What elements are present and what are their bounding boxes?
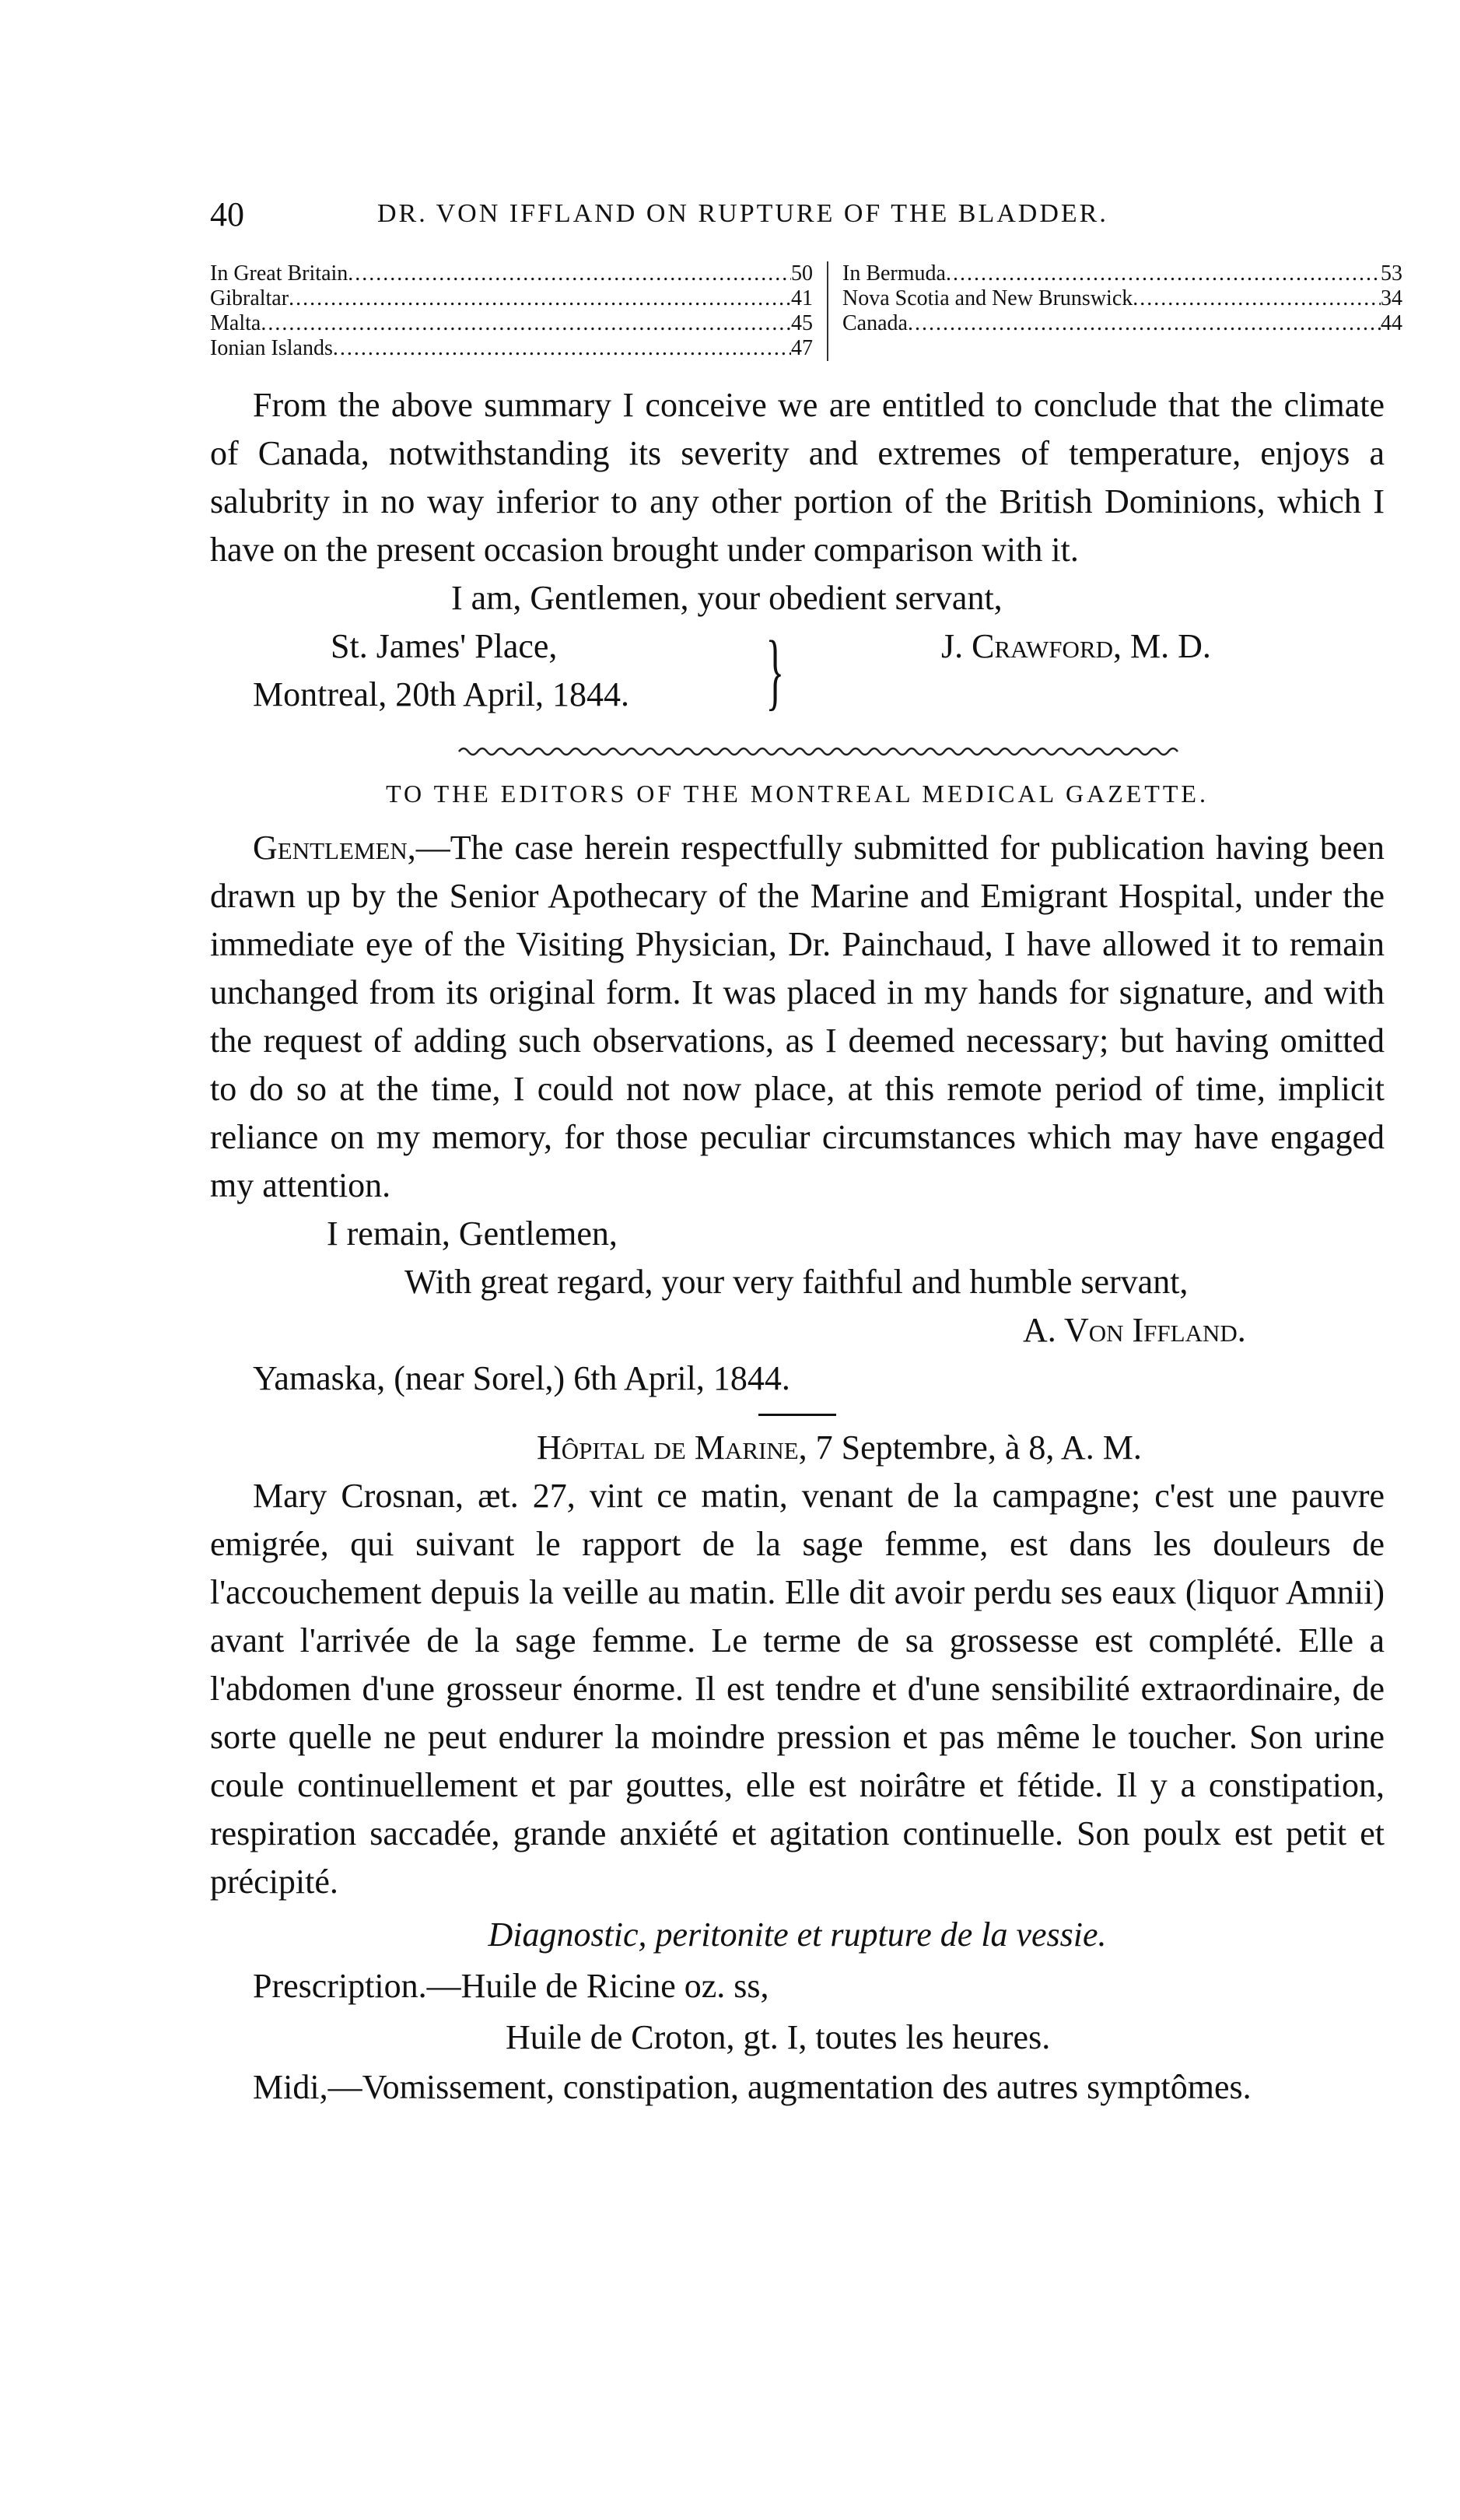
brace-glyph: } (765, 623, 785, 718)
letter1-signer: J. Crawford, M. D. (941, 627, 1211, 665)
table-row (210, 286, 813, 311)
row-value: 34 (1381, 286, 1402, 310)
table-row (210, 261, 813, 286)
table-row (210, 336, 813, 361)
row-label: In Great Britain (210, 261, 348, 286)
leader-dots (261, 311, 791, 336)
letter2-regard: With great regard, your very faithful and humble servant, (404, 1263, 1189, 1301)
letter2-paragraph (210, 824, 1385, 1210)
letter1-signature-block (210, 622, 1385, 719)
leader-dots (348, 261, 791, 286)
address-line-2: Montreal, 20th April, 1844. (253, 675, 629, 713)
letter2-heading: TO THE EDITORS OF THE MONTREAL MEDICAL GAZETTE. (386, 780, 1209, 808)
prescription-line-1: Prescription.—Huile de Ricine oz. ss, (253, 1967, 769, 2005)
letter2-signer: A. Von Iffland. (1023, 1311, 1246, 1349)
leader-dots (1133, 286, 1381, 311)
row-value: 41 (791, 286, 813, 310)
letter1-closing: I am, Gentlemen, your obedient servant, (451, 579, 1003, 617)
running-title: DR. VON IFFLAND ON RUPTURE OF THE BLADDER. (377, 199, 1108, 228)
table-row (842, 286, 1402, 311)
row-value: 50 (791, 261, 813, 286)
table-left-column (210, 261, 828, 361)
letter1-paragraph: From the above summary I conceive we are entitled to conclude that the climate of Canada, notwithstanding its severity and extremes of temperature, enjoys a salubrity in no way inferior to any other portion of the British Dominions, which I have on the present occasion brought under comparison with it. (210, 386, 1385, 569)
leader-dots (908, 311, 1381, 336)
case-heading (537, 1424, 1385, 1472)
page-number: 40 (210, 195, 244, 233)
prescription-line-2: Huile de Croton, gt. I, toutes les heures. (506, 2018, 1051, 2056)
letter2-place-date: Yamaska, (near Sorel,) 6th April, 1844. (253, 1359, 790, 1397)
table-row (842, 311, 1402, 336)
page-header (210, 187, 1385, 249)
table-row (210, 311, 813, 336)
page (210, 187, 1402, 2112)
leader-dots (333, 336, 791, 361)
letter2-body: —The case herein respectfully submitted for publication having been drawn up by the Senior Apothecary of the Marine and Emigrant Hospital, under the immediate eye of the Visiting Physician, Dr. Painchaud, I have allowed it to remain unchanged from its original form. It was placed in my hands for signature, and with the request of adding such observations, as I deemed necessary; but having omitted to do so at the time, I could not now place, at this remote period of time, implicit reliance on my memory, for those peculiar circumstances which may have engaged my attention. (210, 829, 1385, 1204)
row-label: Ionian Islands (210, 336, 333, 360)
row-label: In Bermuda (842, 261, 946, 286)
letter2-remain: I remain, Gentlemen, (327, 1214, 618, 1253)
row-label: Canada (842, 311, 908, 335)
letter2-greeting: Gentlemen, (253, 829, 416, 867)
wavy-divider (210, 734, 1385, 766)
diagnostic-line: Diagnostic, peritonite et rupture de la vessie. (488, 1915, 1107, 1954)
row-value: 47 (791, 336, 813, 360)
address-line-1: St. James' Place, (331, 627, 558, 665)
short-rule (758, 1414, 836, 1416)
row-value: 53 (1381, 261, 1402, 286)
row-label: Gibraltar (210, 286, 289, 310)
leader-dots (946, 261, 1381, 286)
row-value: 45 (791, 311, 813, 335)
table-row (842, 261, 1402, 286)
row-label: Nova Scotia and New Brunswick (842, 286, 1133, 310)
leader-dots (289, 286, 791, 311)
row-value: 44 (1381, 311, 1402, 335)
table-right-column (828, 261, 1402, 361)
mortality-table (210, 261, 1402, 361)
case-date: , 7 Septembre, à 8, A. M. (798, 1428, 1142, 1467)
row-label: Malta (210, 311, 261, 335)
midi-paragraph: Midi,—Vomissement, constipation, augmentation des autres symptômes. (253, 2068, 1252, 2106)
case-paragraph: Mary Crosnan, æt. 27, vint ce matin, venant de la campagne; c'est une pauvre emigrée, qui suivant le rapport de la sage femme, est dans les douleurs de l'accouchement depuis la veille au matin. Elle dit avoir perdu ses eaux (liquor Amnii) avant l'arrivée de la sage femme. Le terme de sa grossesse est complété. Elle a l'abdomen d'une grosseur énorme. Il est tendre et d'une sensibilité extraordinaire, de sorte quelle ne peut endurer la moindre pression et pas même le toucher. Son urine coule continuellement et par gouttes, elle est noirâtre et fétide. Il y a constipation, respiration saccadée, grande anxiété et agitation continuelle. Son poulx est petit et précipité. (210, 1477, 1385, 1901)
hospital-name: Hôpital de Marine (537, 1428, 799, 1467)
